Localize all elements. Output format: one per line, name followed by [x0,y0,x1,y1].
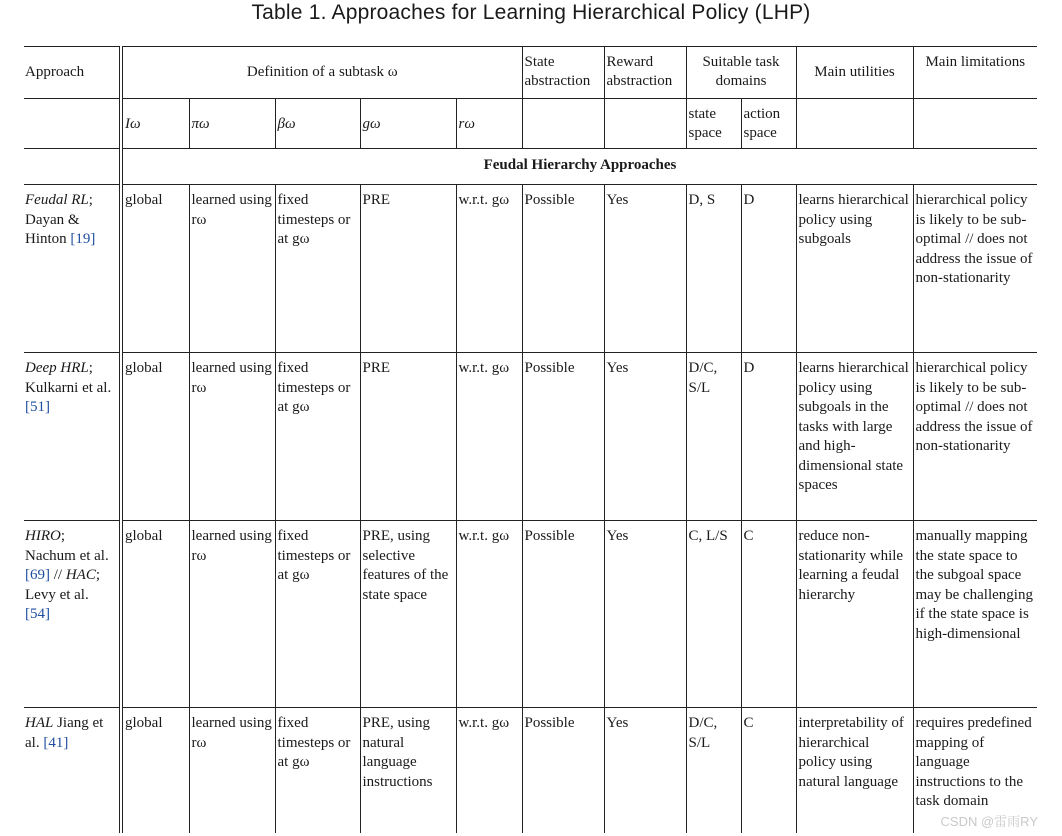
state-abstraction-cell: Possible [522,185,604,353]
action-space-cell: C [741,521,796,708]
header-approach-empty [24,99,121,149]
approach-authors: Jiang et al. [25,715,104,751]
policy-cell: learned using rω [189,353,275,521]
header-main-limitations: Main limitations [913,47,1037,99]
lhp-table [24,46,1037,833]
state-space-cell: D/C, S/L [686,353,741,521]
approach-cell [24,521,121,708]
header-row-main [24,47,1037,99]
approach-authors: ; Levy et al. [25,567,101,603]
state-abstraction-cell: Possible [522,353,604,521]
header-definition: Definition of a subtask ω [121,47,522,99]
header-initiation-set: Iω [121,99,189,149]
policy-cell: learned using rω [189,185,275,353]
approach-authors: ; Nachum et al. [25,528,109,564]
header-action-space: action space [741,99,796,149]
termination-cell: fixed timesteps or at gω [275,708,360,833]
initiation-cell: global [121,353,189,521]
watermark: CSDN @雷雨RY [940,814,1038,829]
state-abstraction-cell: Possible [522,708,604,833]
state-space-cell: D, S [686,185,741,353]
limitations-cell: hierarchical policy is likely to be sub-optimal // does not address the issue of non-stationarity [913,353,1037,521]
action-space-cell: D [741,353,796,521]
initiation-cell: global [121,521,189,708]
citation-link[interactable]: [19] [70,231,96,247]
limitations-cell: requires predefined mapping of language instructions to the task domain [913,708,1037,833]
utilities-cell: learns hierarchical policy using subgoals in the tasks with large and high-dimensional state spaces [796,353,913,521]
state-space-cell: D/C, S/L [686,708,741,833]
approach-name: HAL [25,715,54,731]
table-caption: Table 1. Approaches for Learning Hierarchical Policy (LHP) [251,1,811,24]
termination-cell: fixed timesteps or at gω [275,185,360,353]
approach-separator: // [50,567,66,583]
reward-cell: w.r.t. gω [456,185,522,353]
approach-name: Deep HRL [25,360,89,376]
section-row [24,149,1037,185]
reward-cell: w.r.t. gω [456,353,522,521]
policy-cell: learned using rω [189,708,275,833]
utilities-cell: interpretability of hierarchical policy using natural language [796,708,913,833]
utilities-cell: reduce non-stationarity while learning a feudal hierarchy [796,521,913,708]
reward-cell: w.r.t. gω [456,708,522,833]
table-row [24,353,1037,521]
reward-cell: w.r.t. gω [456,521,522,708]
header-empty-reward-abs [604,99,686,149]
limitations-cell: hierarchical policy is likely to be sub-optimal // does not address the issue of non-stationarity [913,185,1037,353]
subgoal-cell: PRE [360,353,456,521]
citation-link[interactable]: [54] [25,606,50,622]
subgoal-cell: PRE, using selective features of the state space [360,521,456,708]
policy-cell: learned using rω [189,521,275,708]
table-row [24,708,1037,833]
citation-link[interactable]: [69] [25,567,50,583]
approach-authors: ; Kulkarni et al. [25,360,112,396]
termination-cell: fixed timesteps or at gω [275,353,360,521]
header-reward-abstraction: Reward abstraction [604,47,686,99]
approach-cell [24,708,121,833]
section-title: Feudal Hierarchy Approaches [121,149,1037,185]
utilities-cell: learns hierarchical policy using subgoals [796,185,913,353]
state-space-cell: C, L/S [686,521,741,708]
initiation-cell: global [121,708,189,833]
state-abstraction-cell: Possible [522,521,604,708]
approach-cell [24,185,121,353]
header-reward: rω [456,99,522,149]
header-subgoal: gω [360,99,456,149]
header-state-space: state space [686,99,741,149]
action-space-cell: C [741,708,796,833]
subgoal-cell: PRE [360,185,456,353]
section-spacer [24,149,121,185]
termination-cell: fixed timesteps or at gω [275,521,360,708]
approach-name: HAC [65,567,96,583]
table-row [24,521,1037,708]
header-row-sub [24,99,1037,149]
reward-abstraction-cell: Yes [604,521,686,708]
reward-abstraction-cell: Yes [604,185,686,353]
header-empty-state-abs [522,99,604,149]
header-state-abstraction: State abstraction [522,47,604,99]
header-suitable-domains: Suitable task domains [686,47,796,99]
header-approach: Approach [24,47,121,99]
citation-link[interactable]: [51] [25,399,50,415]
initiation-cell: global [121,185,189,353]
table-row [24,185,1037,353]
approach-name: Feudal RL [25,192,89,208]
approach-cell [24,353,121,521]
reward-abstraction-cell: Yes [604,353,686,521]
approach-name: HIRO [25,528,61,544]
limitations-cell: manually mapping the state space to the subgoal space may be challenging if the state space is high-dimensional [913,521,1037,708]
citation-link[interactable]: [41] [43,734,69,751]
approach-authors: ; Dayan & Hinton [25,192,93,247]
header-termination: βω [275,99,360,149]
subgoal-cell: PRE, using natural language instructions [360,708,456,833]
action-space-cell: D [741,185,796,353]
header-empty-limitations [913,99,1037,149]
header-empty-utilities [796,99,913,149]
header-main-utilities: Main utilities [796,47,913,99]
header-policy: πω [189,99,275,149]
reward-abstraction-cell: Yes [604,708,686,833]
